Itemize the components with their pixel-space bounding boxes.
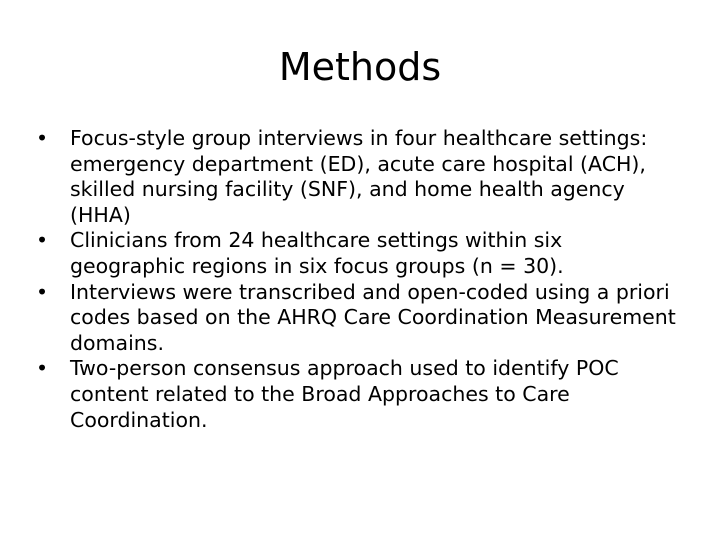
bullet-text: Interviews were transcribed and open-coded using a priori codes based on the AHRQ Care Coordination Measurement domains. [70,279,676,355]
bullet-item-1 [36,126,676,228]
bullet-dot-icon: • [36,279,49,304]
bullet-dot-icon: • [36,126,49,150]
bullet-item-3 [36,280,676,357]
bullet-text: Focus-style group interviews in four healthcare settings: emergency department (ED), acute care hospital (ACH), skilled nursing facility (SNF), and home health agency (HHA) [70,126,648,227]
bullet-item-2 [36,228,676,279]
bullet-text: Two-person consensus approach used to identify POC content related to the Broad Approaches to Care Coordination. [70,356,619,432]
slide-title: Methods [278,45,442,89]
bullet-dot-icon: • [36,356,49,381]
bullet-text: Clinicians from 24 healthcare settings within six geographic regions in six focus groups (n = 30). [70,228,564,278]
bullet-list [36,126,676,433]
bullet-dot-icon: • [36,228,49,253]
bullet-item-4 [36,356,676,433]
